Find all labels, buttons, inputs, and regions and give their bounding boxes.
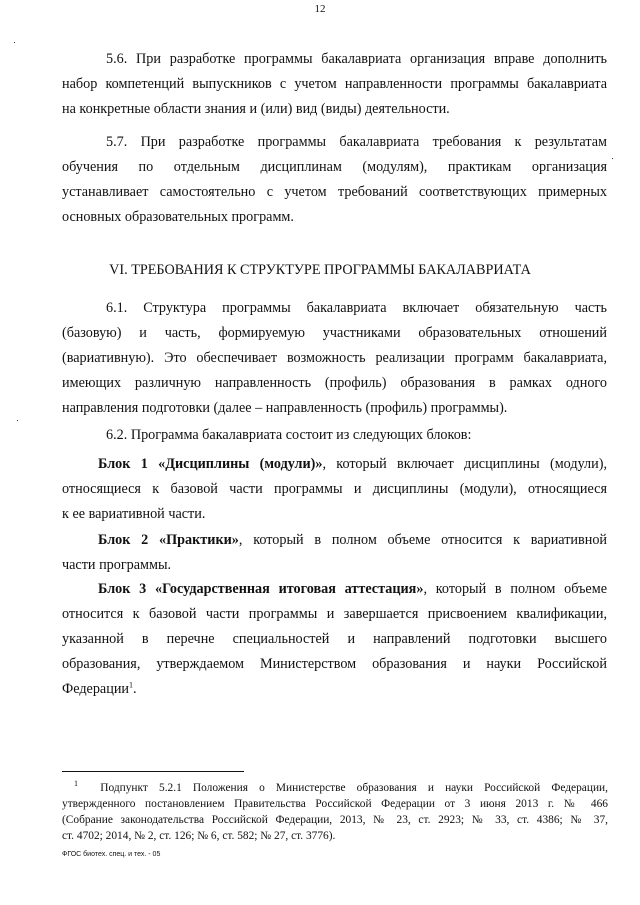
text-line: 5.7. При разработке программы бакалавриата требования к результатам — [106, 134, 607, 150]
paragraph-6-1 — [62, 296, 607, 421]
text-line — [62, 677, 607, 702]
scan-artifact — [612, 158, 613, 159]
block-2-title: Блок 2 «Практики» — [98, 532, 239, 548]
block-2-text: , который в полном объеме относится к вариативной — [238, 532, 608, 548]
block-3-title: Блок 3 «Государственная итоговая аттестация» — [98, 581, 424, 597]
text-line: образования, утверждаемом Министерством образования и науки Российской — [62, 656, 607, 672]
text-line: 6.1. Структура программы бакалавриата включает обязательную часть — [106, 300, 607, 316]
footnote-mark: 1 — [74, 779, 78, 789]
text-line: 5.6. При разработке программы бакалавриата организация вправе дополнить — [106, 51, 607, 67]
block-3-last-word: Федерации — [62, 681, 130, 697]
text-line: относится к базовой части программы и завершается присвоением квалификации, — [62, 606, 607, 622]
footnote — [62, 780, 608, 844]
text-line: имеющих различную направленность (профиль) образования в рамках одного — [62, 375, 607, 391]
block-3-paragraph — [62, 577, 607, 702]
text-line: к ее вариативной части. — [62, 506, 206, 522]
text-line — [62, 452, 607, 477]
paragraph-5-6 — [62, 47, 607, 122]
footnote-line: утвержденного постановлением Правительства Российской Федерации от 3 июня 2013 г. № 466 — [62, 798, 608, 810]
text-line: (вариативную). Это обеспечивает возможность реализации программ бакалавриата, — [62, 350, 607, 366]
footnote-text: Подпункт 5.2.1 Положения о Министерстве образования и науки Российской Федерации, — [100, 782, 608, 794]
footnote-line: (Собрание законодательства Российской Федерации, 2013, № 23, ст. 2923; № 33, ст. 4386; № 37, — [62, 814, 608, 826]
block-2-paragraph — [62, 528, 607, 578]
block-3-text: , который в полном объеме — [423, 581, 607, 597]
page-number: 12 — [314, 3, 326, 15]
text-line: устанавливает самостоятельно с учетом требований соответствующих примерных — [62, 184, 607, 200]
document-code: ФГОС биотех. спец. и тех. - 05 — [62, 851, 161, 858]
block-1-paragraph — [62, 452, 607, 527]
text-line: обучения по отдельным дисциплинам (модулям), практикам организация — [62, 159, 607, 175]
footnote-reference[interactable]: 1 — [129, 680, 134, 690]
scan-artifact — [14, 42, 15, 43]
text-line: направления подготовки (далее – направленность (профиль) программы). — [62, 400, 508, 416]
text-line — [62, 577, 607, 602]
text-line: части программы. — [62, 557, 172, 573]
block-1-text: , который включает дисциплины (модули), — [322, 456, 607, 472]
text-line: на конкретные области знания и (или) вид (виды) деятельности. — [62, 101, 450, 117]
paragraph-6-2 — [62, 423, 607, 448]
text-line: основных образовательных программ. — [62, 209, 294, 225]
block-1-title: Блок 1 «Дисциплины (модули)» — [98, 456, 323, 472]
paragraph-5-7 — [62, 130, 607, 230]
text-line — [62, 528, 607, 553]
text-line: указанной в перечне специальностей и направлений подготовки высшего — [62, 631, 607, 647]
scan-artifact — [17, 420, 18, 421]
text-line: 6.2. Программа бакалавриата состоит из следующих блоков: — [106, 427, 472, 443]
text-line: (базовую) и часть, формируемую участниками образовательных отношений — [62, 325, 607, 341]
footnote-line — [62, 780, 608, 796]
footnote-line: ст. 4702; 2014, № 2, ст. 126; № 6, ст. 582; № 27, ст. 3776). — [62, 830, 336, 842]
footnote-separator — [62, 771, 244, 772]
text-line: относящиеся к базовой части программы и дисциплины (модули), относящиеся — [62, 481, 607, 497]
block-3-tail: . — [133, 681, 137, 697]
section-heading: VI. ТРЕБОВАНИЯ К СТРУКТУРЕ ПРОГРАММЫ БАКАЛАВРИАТА — [109, 262, 531, 278]
text-line: набор компетенций выпускников с учетом направленности программы бакалавриата — [62, 76, 607, 92]
